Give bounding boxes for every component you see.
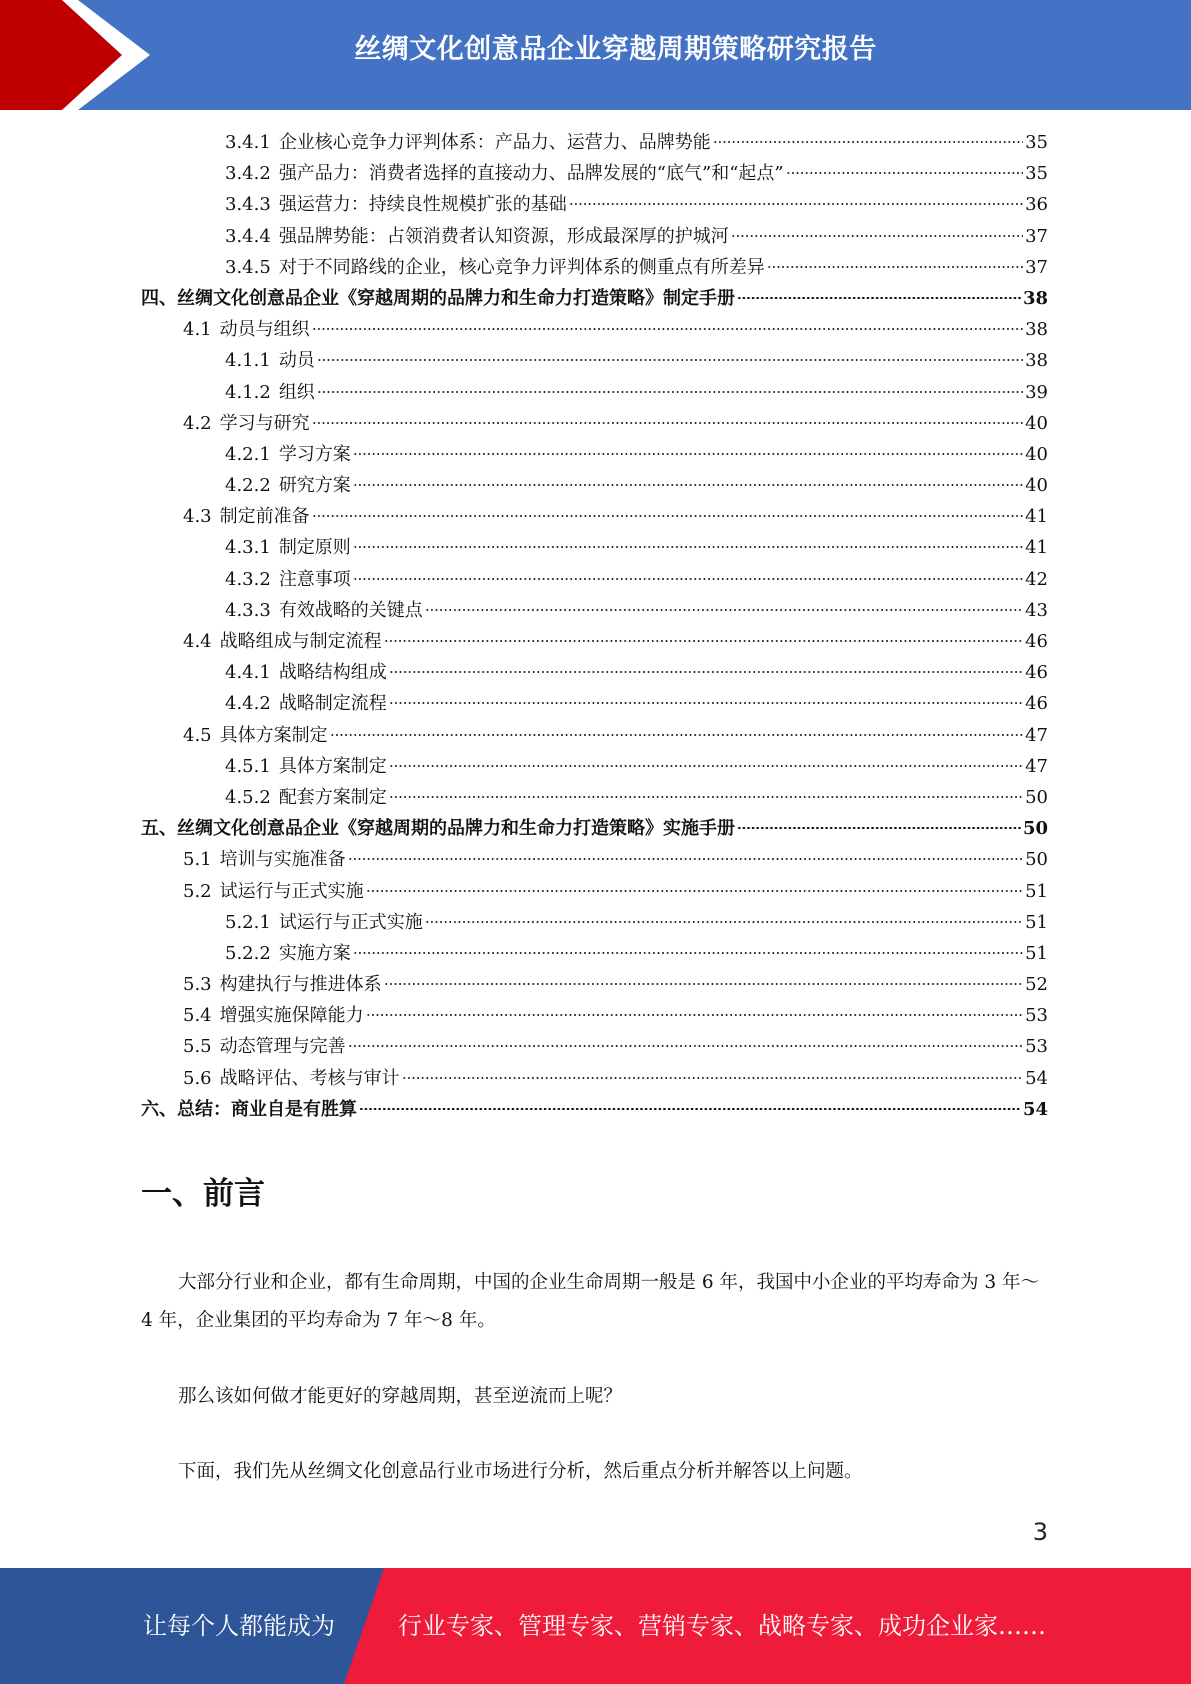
- toc-entry[interactable]: [141, 470, 1048, 501]
- toc-entry[interactable]: [141, 907, 1048, 938]
- toc-entry-number: 4.5.1: [225, 755, 271, 777]
- toc-dot-leader: [713, 141, 1023, 143]
- toc-dot-leader: [786, 172, 1023, 174]
- toc-entry-title: 注意事项: [278, 568, 351, 590]
- toc-entry-number: 5.1: [183, 849, 212, 871]
- body-paragraph: 大部分行业和企业，都有生命周期，中国的企业生命周期一般是 6 年，我国中小企业的平均寿命为 3 年～4 年，企业集团的平均寿命为 7 年～8 年。: [141, 1272, 1040, 1331]
- toc-entry-number: 4.1: [183, 319, 212, 341]
- toc-entry-number: 5.6: [183, 1067, 212, 1089]
- toc-entry-number: 4.4.2: [225, 693, 271, 715]
- toc-entry[interactable]: [141, 657, 1048, 688]
- toc-dot-leader: [353, 546, 1023, 548]
- toc-entry[interactable]: [141, 408, 1048, 439]
- toc-entry-title: 构建执行与推进体系: [219, 974, 382, 996]
- toc-dot-leader: [317, 359, 1023, 361]
- toc-entry[interactable]: [141, 158, 1048, 189]
- toc-entry[interactable]: [141, 532, 1048, 563]
- toc-entry-number: 3.4.2: [225, 163, 271, 185]
- toc-entry-number: 3.4.4: [225, 225, 271, 247]
- toc-entry-page: 41: [1025, 506, 1048, 528]
- toc-entry[interactable]: [141, 626, 1048, 657]
- toc-dot-leader: [348, 1045, 1023, 1047]
- toc-entry-number: 5.4: [183, 1005, 212, 1027]
- toc-dot-leader: [731, 235, 1023, 237]
- toc-entry-page: 40: [1025, 475, 1048, 497]
- toc-entry[interactable]: [141, 314, 1048, 345]
- toc-entry-page: 47: [1025, 755, 1048, 777]
- toc-entry-page: 50: [1025, 786, 1048, 808]
- toc-entry-title: 培训与实施准备: [219, 849, 346, 871]
- toc-entry-number: 4.1.2: [225, 381, 271, 403]
- toc-entry[interactable]: [141, 751, 1048, 782]
- toc-entry-number: 3.4.1: [225, 132, 271, 153]
- toc-dot-leader: [353, 952, 1023, 954]
- toc-entry[interactable]: [141, 938, 1048, 969]
- toc-entry-number: 4.3.3: [225, 599, 271, 621]
- toc-entry[interactable]: [141, 1063, 1048, 1094]
- toc-dot-leader: [384, 640, 1023, 642]
- toc-entry-page: 54: [1022, 1098, 1048, 1120]
- toc-entry-number: 4.2: [183, 412, 212, 434]
- section-heading: 一、前言: [141, 1176, 265, 1212]
- toc-entry-number: 4.2.1: [225, 443, 271, 465]
- toc-dot-leader: [389, 765, 1023, 767]
- toc-entry-number: 4.3.2: [225, 568, 271, 590]
- toc-entry-title: 总结：商业自是有胜算: [177, 1098, 357, 1120]
- toc-entry-number: 五、: [141, 818, 177, 840]
- toc-entry-number: 5.2.2: [225, 942, 271, 964]
- toc-entry-page: 43: [1025, 599, 1048, 621]
- page-footer: [0, 1568, 1191, 1684]
- toc-entry-title: 强产品力：消费者选择的直接动力、品牌发展的“底气”和“起点”: [278, 163, 784, 185]
- toc-entry[interactable]: [141, 1031, 1048, 1062]
- toc-entry-page: 53: [1025, 1005, 1048, 1027]
- toc-dot-leader: [317, 391, 1023, 393]
- footer-slogan-left: 让每个人都能成为: [143, 1612, 335, 1640]
- page-number: 3: [1032, 1518, 1048, 1546]
- table-of-contents: [141, 127, 1048, 1125]
- body-paragraph: 那么该如何做才能更好的穿越周期，甚至逆流而上呢？: [178, 1386, 623, 1407]
- toc-dot-leader: [402, 1077, 1023, 1079]
- toc-entry[interactable]: [141, 127, 1048, 158]
- toc-dot-leader: [353, 484, 1023, 486]
- toc-entry-number: 4.2.2: [225, 475, 271, 497]
- toc-entry-page: 36: [1025, 194, 1048, 216]
- toc-entry-page: 51: [1025, 880, 1048, 902]
- toc-entry-number: 4.5: [183, 724, 212, 746]
- toc-entry-page: 39: [1025, 381, 1048, 403]
- toc-dot-leader: [359, 1108, 1021, 1110]
- toc-entry-page: 35: [1025, 132, 1048, 153]
- toc-entry-title: 配套方案制定: [278, 786, 387, 808]
- toc-entry-title: 战略评估、考核与审计: [219, 1067, 400, 1089]
- toc-entry-page: 50: [1025, 849, 1048, 871]
- toc-entry-number: 4.1.1: [225, 350, 271, 372]
- toc-entry-number: 4.3: [183, 506, 212, 528]
- toc-entry[interactable]: [141, 439, 1048, 470]
- toc-entry[interactable]: [141, 969, 1048, 1000]
- toc-entry-title: 研究方案: [278, 475, 351, 497]
- toc-entry-title: 战略制定流程: [278, 693, 387, 715]
- toc-entry-title: 试运行与正式实施: [278, 911, 423, 933]
- toc-entry-title: 动态管理与完善: [219, 1036, 346, 1058]
- toc-entry-title: 丝绸文化创意品企业《穿越周期的品牌力和生命力打造策略》制定手册: [177, 287, 735, 309]
- toc-entry-title: 增强实施保障能力: [219, 1005, 364, 1027]
- toc-dot-leader: [425, 921, 1023, 923]
- toc-entry-title: 学习与研究: [219, 412, 310, 434]
- toc-entry-title: 企业核心竞争力评判体系：产品力、运营力、品牌势能: [278, 132, 711, 153]
- toc-entry-title: 具体方案制定: [219, 724, 328, 746]
- toc-entry[interactable]: [141, 501, 1048, 532]
- toc-dot-leader: [737, 827, 1021, 829]
- toc-entry[interactable]: [141, 345, 1048, 376]
- toc-entry[interactable]: [141, 252, 1048, 283]
- toc-entry-title: 制定原则: [278, 537, 351, 559]
- toc-entry-page: 37: [1025, 256, 1048, 278]
- toc-entry-title: 动员与组织: [219, 319, 310, 341]
- toc-entry[interactable]: [141, 564, 1048, 595]
- toc-entry-title: 有效战略的关键点: [278, 599, 423, 621]
- toc-entry-page: 52: [1025, 974, 1048, 996]
- toc-entry[interactable]: [141, 221, 1048, 252]
- toc-dot-leader: [767, 266, 1023, 268]
- toc-entry[interactable]: [141, 283, 1048, 314]
- toc-dot-leader: [353, 578, 1023, 580]
- toc-entry-page: 35: [1025, 163, 1048, 185]
- toc-dot-leader: [366, 1014, 1023, 1016]
- toc-entry-page: 47: [1025, 724, 1048, 746]
- toc-entry-number: 5.2.1: [225, 911, 271, 933]
- toc-entry-page: 40: [1025, 412, 1048, 434]
- toc-entry-page: 51: [1025, 942, 1048, 964]
- toc-dot-leader: [737, 297, 1021, 299]
- toc-entry[interactable]: [141, 189, 1048, 220]
- toc-entry[interactable]: [141, 876, 1048, 907]
- toc-entry[interactable]: [141, 813, 1048, 844]
- toc-entry-title: 制定前准备: [219, 506, 310, 528]
- toc-entry-title: 具体方案制定: [278, 755, 387, 777]
- toc-dot-leader: [569, 203, 1023, 205]
- toc-dot-leader: [384, 983, 1023, 985]
- toc-dot-leader: [353, 453, 1023, 455]
- toc-dot-leader: [312, 328, 1023, 330]
- toc-entry-page: 37: [1025, 225, 1048, 247]
- toc-entry[interactable]: [141, 688, 1048, 719]
- toc-entry-number: 4.3.1: [225, 537, 271, 559]
- toc-entry-title: 丝绸文化创意品企业《穿越周期的品牌力和生命力打造策略》实施手册: [177, 818, 735, 840]
- toc-entry-page: 42: [1025, 568, 1048, 590]
- toc-entry[interactable]: [141, 1094, 1048, 1125]
- page-header: [0, 0, 1191, 110]
- toc-entry-number: 3.4.3: [225, 194, 271, 216]
- toc-dot-leader: [348, 858, 1023, 860]
- toc-entry-number: 4.4.1: [225, 662, 271, 684]
- toc-entry-title: 战略组成与制定流程: [219, 631, 382, 652]
- toc-entry-page: 50: [1022, 818, 1048, 840]
- toc-entry-title: 强品牌势能：占领消费者认知资源，形成最深厚的护城河: [278, 225, 729, 247]
- toc-entry-title: 战略结构组成: [278, 662, 387, 684]
- toc-entry-page: 38: [1022, 287, 1048, 309]
- toc-entry-number: 四、: [141, 287, 177, 309]
- toc-dot-leader: [389, 671, 1023, 673]
- toc-dot-leader: [366, 890, 1023, 892]
- toc-entry-number: 4.5.2: [225, 786, 271, 808]
- toc-dot-leader: [330, 734, 1023, 736]
- toc-entry[interactable]: [141, 720, 1048, 751]
- toc-entry[interactable]: [141, 844, 1048, 875]
- toc-entry-page: 46: [1025, 662, 1048, 684]
- toc-entry-page: 46: [1025, 631, 1048, 652]
- toc-dot-leader: [389, 702, 1023, 704]
- toc-entry-page: 53: [1025, 1036, 1048, 1058]
- toc-entry-title: 学习方案: [278, 443, 351, 465]
- toc-entry-page: 54: [1025, 1067, 1048, 1089]
- toc-entry-number: 5.5: [183, 1036, 212, 1058]
- toc-entry-title: 强运营力：持续良性规模扩张的基础: [278, 194, 567, 216]
- toc-dot-leader: [425, 609, 1023, 611]
- toc-entry[interactable]: [141, 782, 1048, 813]
- toc-entry[interactable]: [141, 377, 1048, 408]
- toc-entry-page: 41: [1025, 537, 1048, 559]
- toc-entry-title: 试运行与正式实施: [219, 880, 364, 902]
- toc-entry-number: 4.4: [183, 631, 212, 652]
- toc-dot-leader: [312, 515, 1023, 517]
- toc-entry-page: 38: [1025, 350, 1048, 372]
- toc-entry-title: 实施方案: [278, 942, 351, 964]
- toc-dot-leader: [312, 422, 1023, 424]
- body-paragraph: 下面，我们先从丝绸文化创意品行业市场进行分析，然后重点分析并解答以上问题。: [178, 1461, 863, 1482]
- footer-slogan-right: 行业专家、管理专家、营销专家、战略专家、成功企业家……: [398, 1612, 1046, 1640]
- toc-entry-page: 40: [1025, 443, 1048, 465]
- toc-entry-page: 46: [1025, 693, 1048, 715]
- toc-entry-page: 38: [1025, 319, 1048, 341]
- toc-entry-number: 3.4.5: [225, 256, 271, 278]
- toc-entry-title: 动员: [278, 350, 315, 372]
- toc-entry[interactable]: [141, 595, 1048, 626]
- toc-entry-number: 5.3: [183, 974, 212, 996]
- toc-entry-page: 51: [1025, 911, 1048, 933]
- report-title: 丝绸文化创意品企业穿越周期策略研究报告: [354, 34, 877, 65]
- toc-dot-leader: [389, 796, 1023, 798]
- toc-entry-number: 5.2: [183, 880, 212, 902]
- toc-entry[interactable]: [141, 1000, 1048, 1031]
- toc-entry-title: 对于不同路线的企业，核心竞争力评判体系的侧重点有所差异: [278, 256, 765, 278]
- toc-entry-title: 组织: [278, 381, 315, 403]
- toc-entry-number: 六、: [141, 1098, 177, 1120]
